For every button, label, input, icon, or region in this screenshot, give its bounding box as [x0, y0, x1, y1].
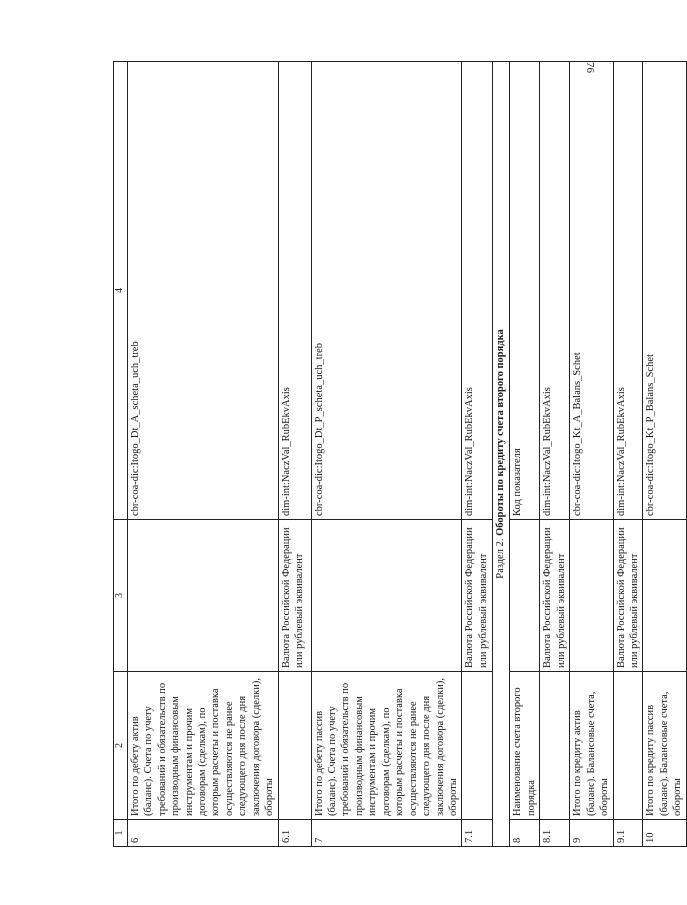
row-number: 9 [570, 820, 613, 847]
section-prefix: Раздел 2. [495, 538, 507, 579]
indicator-table [113, 61, 687, 847]
row-dimension [311, 520, 462, 672]
row-code: Код показателя [510, 62, 540, 520]
table-row [643, 62, 686, 847]
row-number: 9.1 [613, 820, 643, 847]
col-header-1: 1 [114, 820, 128, 847]
table-row [540, 62, 570, 847]
row-dimension: Валюта Российской Федерации или рублевый эквивалент [278, 520, 311, 672]
row-name [462, 672, 493, 820]
col-header-4: 4 [114, 62, 128, 520]
table-row [311, 62, 462, 847]
row-name: Итого по дебету актив (баланс). Счета по учету требований и обязательств по производным финансовым инструментам и прочим договорам (сделкам), по которым расчеты и поставка осуществляются не ранее следующего дня после дня заключения договора (сделки), обороты [127, 672, 278, 820]
row-dimension [643, 520, 686, 672]
row-code: dim-int:NaczVal_RubEkvAxis [462, 62, 493, 520]
section-heading [493, 62, 510, 847]
row-name: Итого по кредиту пассив (баланс). Балансовые счета, обороты [643, 672, 686, 820]
row-number: 6 [127, 820, 278, 847]
section-title: Обороты по кредиту счета второго порядка [495, 329, 507, 536]
row-dimension [127, 520, 278, 672]
row-number: 7 [311, 820, 462, 847]
table-row [127, 62, 278, 847]
row-number: 8.1 [540, 820, 570, 847]
table-row [613, 62, 643, 847]
table-row [462, 62, 493, 847]
row-code: dim-int:NaczVal_RubEkvAxis [540, 62, 570, 520]
col-header-2: 2 [114, 672, 128, 820]
row-dimension: Валюта Российской Федерации или рублевый эквивалент [462, 520, 493, 672]
row-name [540, 672, 570, 820]
section-row [493, 62, 510, 847]
row-number: 7.1 [462, 820, 493, 847]
row-code: cbr-coa-dic:Itogo_Kt_P_Balans_Schet [643, 62, 686, 520]
table-row [510, 62, 540, 847]
rotated-page [113, 62, 684, 847]
row-code: dim-int:NaczVal_RubEkvAxis [613, 62, 643, 520]
row-name: Итого по кредиту актив (баланс). Балансовые счета, обороты [570, 672, 613, 820]
row-name [613, 672, 643, 820]
row-dimension [510, 520, 540, 672]
row-number: 6.1 [278, 820, 311, 847]
table-row [570, 62, 613, 847]
row-code: cbr-coa-dic:Itogo_Kt_A_Balans_Schet [570, 62, 613, 520]
row-dimension: Валюта Российской Федерации или рублевый эквивалент [540, 520, 570, 672]
row-number: 8 [510, 820, 540, 847]
row-name: Итого по дебету пассив (баланс). Счета по учету требований и обязательств по производным финансовым инструментам и прочим договорам (сделкам), по которым расчеты и поставка осуществляются не ранее следующего дня после дня заключения договора (сделки), обороты [311, 672, 462, 820]
header-row [114, 62, 128, 847]
row-dimension: Валюта Российской Федерации или рублевый эквивалент [613, 520, 643, 672]
row-code: dim-int:NaczVal_RubEkvAxis [278, 62, 311, 520]
row-code: cbr-coa-dic:Itogo_Dt_P_scheta_uch_treb [311, 62, 462, 520]
page-number: 76 [584, 62, 596, 73]
table-row [278, 62, 311, 847]
row-number: 10 [643, 820, 686, 847]
row-name [278, 672, 311, 820]
col-header-3: 3 [114, 520, 128, 672]
row-name: Наименование счета второго порядка [510, 672, 540, 820]
row-dimension [570, 520, 613, 672]
row-code: cbr-coa-dic:Itogo_Dt_A_scheta_uch_treb [127, 62, 278, 520]
